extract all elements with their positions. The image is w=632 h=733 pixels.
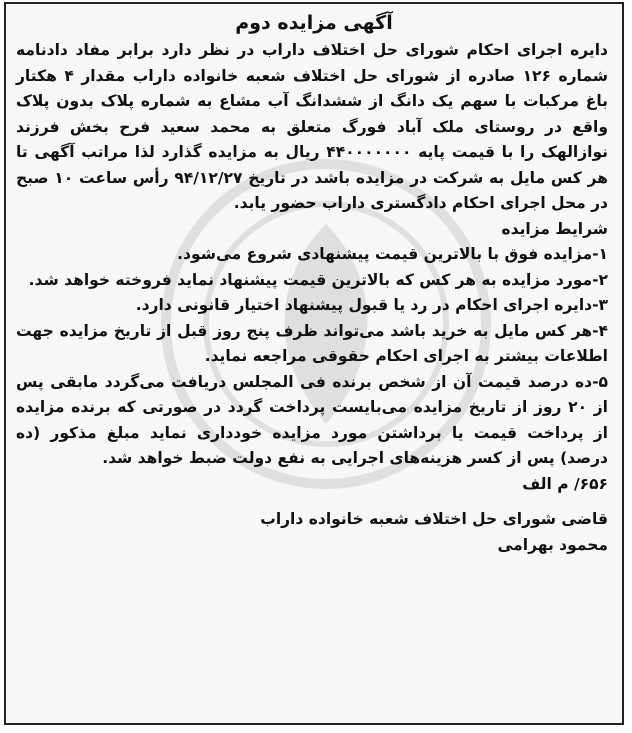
condition-item: ۵-ده درصد قیمت آن از شخص برنده فی المجلس دریافت می‌گردد مابقی پس از ۲۰ روز از تاریخ مزایده می‌بایست پرداخت گردد در صورتی که برنده مزایده از پرداخت قیمت یا برداشتن مورد مزایده خودداری نماید مبلغ مذکور (ده درصد) پس از کسر هزینه‌های اجرایی به نفع دولت ضبط خواهد شد. xyxy=(16,372,608,467)
notice-title: آگهی مزایده دوم xyxy=(235,12,393,34)
signer-name: محمود بهرامی xyxy=(497,535,608,554)
condition-item: ۳-دایره اجرای احکام در رد یا قبول پیشنهاد اختیار قانونی دارد. xyxy=(135,296,608,314)
conditions-heading: شرایط مزایده xyxy=(501,219,608,238)
reference-number: ۶۵۶/ م الف xyxy=(522,474,608,493)
auction-notice xyxy=(4,2,624,725)
condition-item: ۱-مزایده فوق با بالاترین قیمت پیشنهادی شروع می‌شود. xyxy=(177,245,608,263)
condition-item: ۲-مورد مزایده به هر کس که بالاترین قیمت پیشنهاد نماید فروخته خواهد شد. xyxy=(28,270,608,289)
signer-title: قاضی شورای حل اختلاف شعبه خانواده داراب xyxy=(260,510,608,528)
condition-item: ۴-هر کس مایل به خرید باشد می‌تواند ظرف پنج روز قبل از تاریخ مزایده جهت اطلاعات بیشتر به اجرای احکام حقوقی مراجعه نماید. xyxy=(16,321,608,365)
notice-body: دایره اجرای احکام شورای حل اختلاف داراب در نظر دارد برابر مفاد دادنامه شماره ۱۲۶ صادره از شورای حل اختلاف شعبه خانواده داراب مقدار ۴ هکتار باغ مرکبات با سهم یک دانگ از ششدانگ آب مشاع به شماره پلاک بدون پلاک واقع در روستای ملک آباد فورگ متعلق به محمد سعید فرح بخش فرزند نوازالهک را با قیمت پایه ۴۴۰۰۰۰۰۰۰ ریال به مزایده گذارد لذا مراتب آگهی تا هر کس مایل به شرکت در مزایده باشد در تاریخ ۹۴/۱۲/۲۷ رأس ساعت ۱۰ صبح در محل اجرای احکام دادگستری داراب حضور یابد. xyxy=(16,41,609,212)
